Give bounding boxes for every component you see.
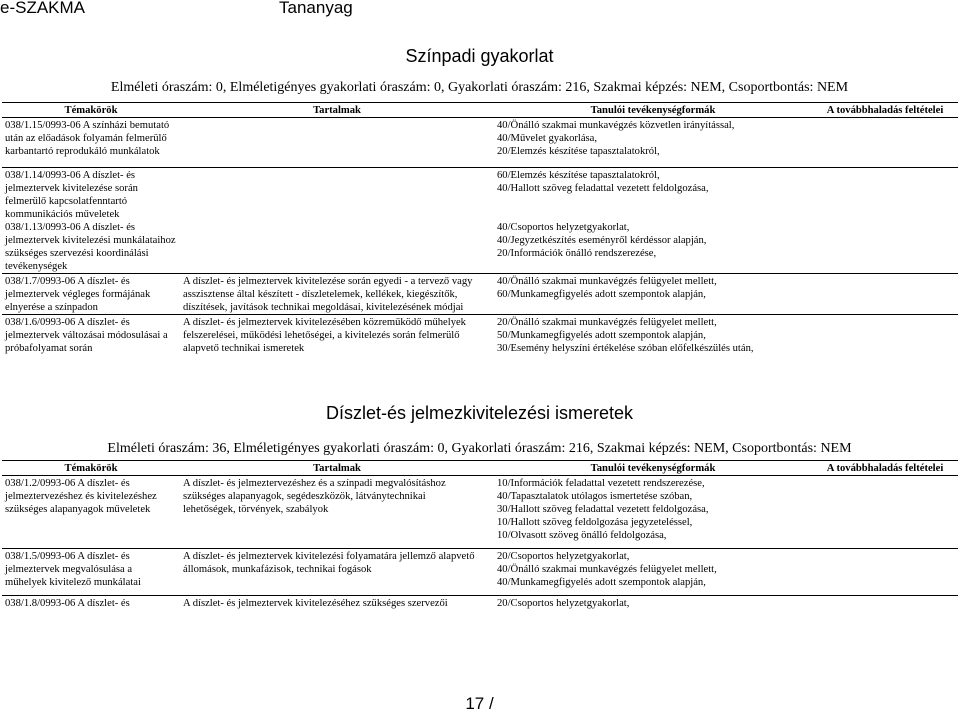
activity-cell-line: 60/Elemzés készítése tapasztalatokról, <box>497 170 660 181</box>
activity-cell-line: 40/Művelet gyakorlása, <box>497 133 598 144</box>
table-row <box>2 118 958 159</box>
section1-title: Színpadi gyakorlat <box>405 46 554 66</box>
topic-cell <box>2 118 180 159</box>
topic-cell-line: szükséges szervezési koordinálási <box>5 248 149 259</box>
topic-cell-line: 038/1.7/0993-06 A díszlet- és <box>5 276 130 287</box>
activity-cell-line: 20/Csoportos helyzetgyakorlat, <box>497 598 630 609</box>
section2-table <box>2 460 958 610</box>
column-header: Tanulói tevékenységformák <box>494 461 812 476</box>
activity-cell-line: 20/Elemzés készítése tapasztalatokról, <box>497 146 660 157</box>
table-row <box>2 168 958 274</box>
condition-cell <box>812 549 958 590</box>
column-header: Témakörök <box>2 461 180 476</box>
table-header-row <box>2 103 958 118</box>
topic-cell-line: jelmeztervek kivitelezési munkálataihoz <box>5 235 176 246</box>
topic-cell-line: tevékenységek <box>5 261 68 272</box>
activity-cell-line: 10/Hallott szöveg feldolgozása jegyzeteléssel, <box>497 517 693 528</box>
column-header: Tartalmak <box>180 461 494 476</box>
content-cell-line: A díszlet- és jelmeztervek kivitelezéséhez szükséges szervezői <box>183 598 448 609</box>
activity-cell-line: 40/Csoportos helyzetgyakorlat, <box>497 222 630 233</box>
topic-cell <box>2 549 180 590</box>
table-body <box>2 118 958 364</box>
activity-cell-line: 20/Információk önálló rendszerezése, <box>497 248 657 259</box>
content-cell <box>180 315 494 356</box>
topic-cell-line: 038/1.6/0993-06 A díszlet- és <box>5 317 130 328</box>
topic-cell-line: 038/1.13/0993-06 A díszlet- és <box>5 222 136 233</box>
activity-cell-line: 30/Hallott szöveg feladattal vezetett feldolgozása, <box>497 504 709 515</box>
content-cell-line: A díszlet- és jelmeztervezéshez és a színpadi megvalósításhoz <box>183 478 446 489</box>
topic-cell-line: jelmeztervek kivitelezése során <box>5 183 138 194</box>
activity-cell <box>494 274 812 315</box>
section1-meta: Elméleti óraszám: 0, Elméletigényes gyakorlati óraszám: 0, Gyakorlati óraszám: 216, Szakmai képzés: NEM, Csoportbontás: NEM <box>110 80 849 95</box>
topic-cell-line: 038/1.15/0993-06 A színházi bemutató <box>5 120 170 131</box>
condition-cell <box>812 274 958 315</box>
content-cell-line: szükséges alapanyagok, segédeszközök, látványtechnikai <box>183 491 426 502</box>
topic-cell-line: próbafolyamat során <box>5 343 93 354</box>
content-cell <box>180 476 494 543</box>
topic-cell-line: műhelyek kivitelező munkálatai <box>5 577 141 588</box>
content-cell-line: díszítések, javítások technikai megoldásai, kivitelezésének módjai <box>183 302 464 313</box>
topic-cell-line: elnyerése a színpadon <box>5 302 98 313</box>
activity-cell-line: 40/Tapasztalatok utólagos ismertetése szóban, <box>497 491 693 502</box>
activity-cell <box>494 549 812 590</box>
activity-cell-line: 20/Önálló szakmai munkavégzés felügyelet mellett, <box>497 317 717 328</box>
activity-cell-line: 20/Csoportos helyzetgyakorlat, <box>497 551 630 562</box>
topic-cell-line: karbantartó reprodukáló munkálatok <box>5 146 160 157</box>
condition-cell <box>812 476 958 543</box>
topic-cell-line: jelmeztervezéshez és kivitelezéshez <box>5 491 157 502</box>
activity-cell-line: 60/Munkamegfigyelés adott szempontok alapján, <box>497 289 706 300</box>
content-cell <box>180 596 494 611</box>
activity-cell <box>494 596 812 611</box>
content-cell-line: A díszlet- és jelmeztervek kivitelezési folyamatára jellemző alapvető <box>183 551 475 562</box>
content-cell <box>180 549 494 590</box>
topic-cell-line: szükséges alapanyagok műveletek <box>5 504 151 515</box>
activity-cell-line: 40/Hallott szöveg feladattal vezetett feldolgozása, <box>497 183 709 194</box>
topic-cell <box>2 168 180 274</box>
topic-cell-line: jelmeztervek végleges formájának <box>5 289 151 300</box>
topic-cell-line: 038/1.8/0993-06 A díszlet- és <box>5 598 130 609</box>
activity-cell-line: 40/Önálló szakmai munkavégzés közvetlen irányítással, <box>497 120 735 131</box>
table-header-row <box>2 461 958 476</box>
activity-cell-line: 40/Önálló szakmai munkavégzés felügyelet mellett, <box>497 276 717 287</box>
activity-cell-line: 40/Jegyzetkészítés eseményről kérdéssor alapján, <box>497 235 707 246</box>
content-cell-line: A díszlet- és jelmeztervek kivitelezése során egyedi - a tervező vagy <box>183 276 473 287</box>
topic-cell-line: jelmeztervek megvalósulása a <box>5 564 133 575</box>
topic-cell-line: 038/1.2/0993-06 A díszlet- és <box>5 478 130 489</box>
activity-cell-line: 40/Munkamegfigyelés adott szempontok alapján, <box>497 577 706 588</box>
topic-cell <box>2 596 180 611</box>
table-row <box>2 549 958 590</box>
activity-cell <box>494 118 812 159</box>
content-cell-line: felszerelései, működési lehetőségei, a kivitelezés során felmerülő <box>183 330 460 341</box>
topic-cell <box>2 315 180 356</box>
activity-cell-line: 50/Munkamegfigyelés adott szempontok alapján, <box>497 330 706 341</box>
content-cell-line: lehetőségek, törvények, szabályok <box>183 504 329 515</box>
content-cell-line: alapvető technikai ismeretek <box>183 343 305 354</box>
activity-cell <box>494 476 812 543</box>
topic-cell-line: jelmeztervek változásai módosulásai a <box>5 330 168 341</box>
table-row <box>2 315 958 356</box>
activity-cell-line: 10/Információk feladattal vezetett rendszerezése, <box>497 478 705 489</box>
topic-cell-line: 038/1.14/0993-06 A díszlet- és <box>5 170 136 181</box>
table-body <box>2 476 958 611</box>
activity-cell <box>494 315 812 356</box>
activity-cell-line: 30/Esemény helyszíni értékelése szóban előfelkészülés után, <box>497 343 754 354</box>
activity-cell-line <box>497 195 809 208</box>
page-number: 17 / <box>465 694 494 713</box>
row-spacer <box>2 355 958 363</box>
condition-cell <box>812 118 958 159</box>
section2-meta: Elméleti óraszám: 36, Elméletigényes gyakorlati óraszám: 0, Gyakorlati óraszám: 216, Szakmai képzés: NEM, Csoportbontás: NEM <box>107 441 852 456</box>
topic-cell <box>2 476 180 543</box>
table-row <box>2 274 958 315</box>
activity-cell-line: 10/Olvasott szöveg önálló feldolgozása, <box>497 530 667 541</box>
column-header: Tartalmak <box>180 103 494 118</box>
column-header: Tanulói tevékenységformák <box>494 103 812 118</box>
topic-cell-line: kommunikációs műveletek <box>5 209 120 220</box>
table-row <box>2 596 958 611</box>
condition-cell <box>812 168 958 274</box>
content-cell-line: A díszlet- és jelmeztervek kivitelezésében közreműködő műhelyek <box>183 317 466 328</box>
content-cell <box>180 168 494 274</box>
condition-cell <box>812 596 958 611</box>
content-cell <box>180 118 494 159</box>
condition-cell <box>812 315 958 356</box>
column-header: Témakörök <box>2 103 180 118</box>
content-cell-line: asszisztense által készített - díszletelemek, kellékek, kiegészítők, <box>183 289 458 300</box>
column-header: A továbbhaladás feltételei <box>812 461 958 476</box>
site-name: e-SZAKMA <box>0 0 86 17</box>
content-cell <box>180 274 494 315</box>
table-row <box>2 476 958 543</box>
activity-cell-line <box>497 208 809 221</box>
topic-cell-line: 038/1.5/0993-06 A díszlet- és <box>5 551 130 562</box>
section1-table <box>2 102 958 363</box>
row-spacer <box>2 158 958 168</box>
section2-title: Díszlet-és jelmezkivitelezési ismeretek <box>325 403 634 423</box>
activity-cell <box>494 168 812 274</box>
column-header: A továbbhaladás feltételei <box>812 103 958 118</box>
content-cell-line: állomások, munkafázisok, technikai fogások <box>183 564 372 575</box>
section-label: Tananyag <box>279 0 353 17</box>
activity-cell-line: 40/Önálló szakmai munkavégzés felügyelet mellett, <box>497 564 717 575</box>
topic-cell-line: felmerülő kapcsolatfenntartó <box>5 196 128 207</box>
topic-cell-line: után az előadások folyamán felmerülő <box>5 133 167 144</box>
topic-cell <box>2 274 180 315</box>
